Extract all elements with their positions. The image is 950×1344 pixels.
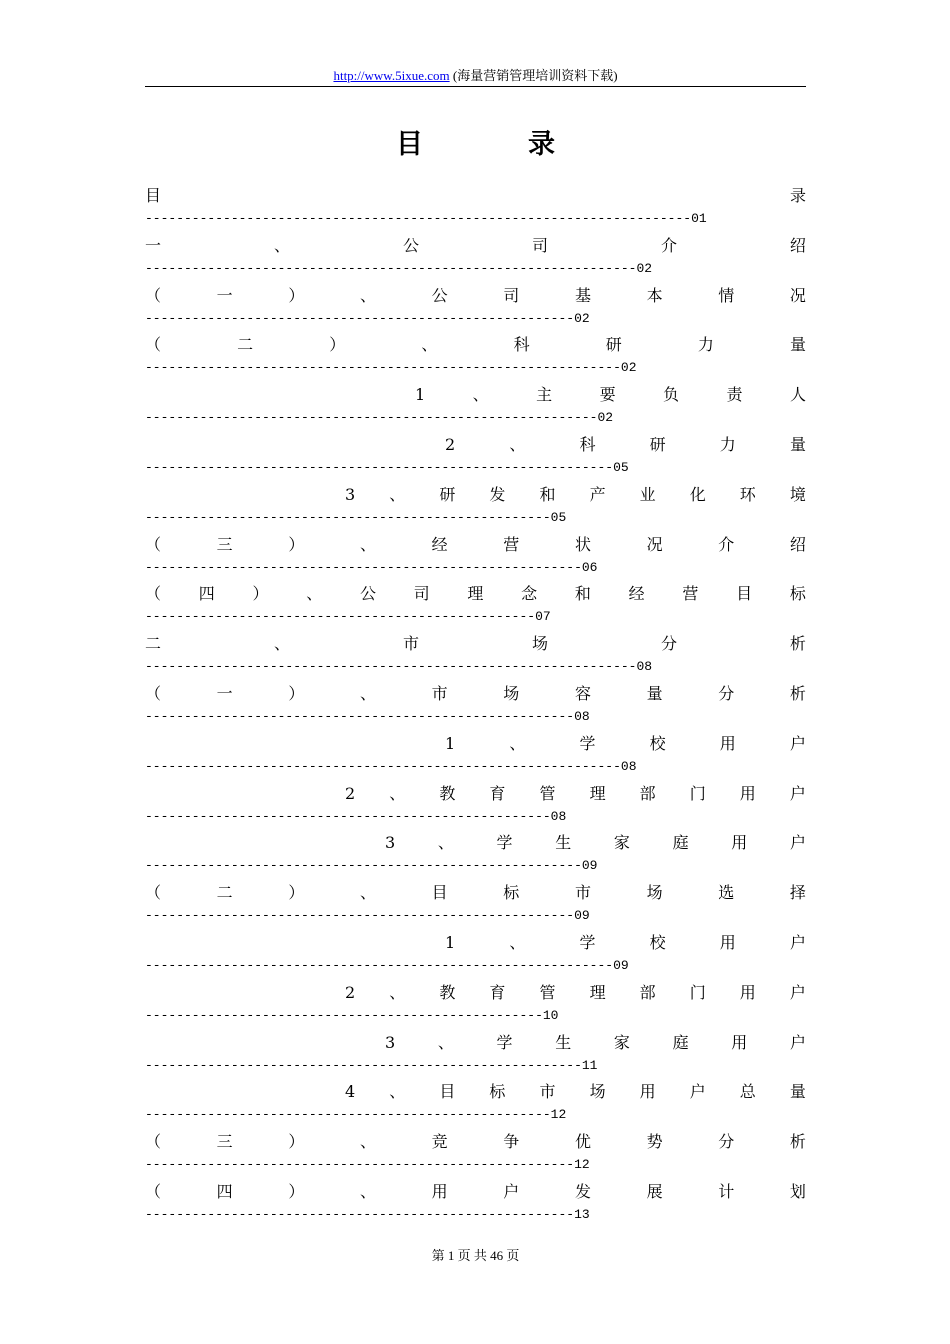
toc-leader-and-page [145,208,806,230]
toc-leader: --------------------------------------------------------------- [145,260,637,276]
toc-entry[interactable] [145,1080,806,1130]
toc-entry[interactable] [145,1180,806,1230]
toc-entry-title: 3 、 研 发 和 产 业 化 环 境 [345,484,806,504]
toc-leader: ------------------------------------------------------------- [145,360,621,376]
table-of-contents [145,184,806,1230]
toc-leader-and-page [145,557,806,579]
toc-leader-and-page [145,1104,806,1126]
toc-leader-and-page [145,806,806,828]
toc-entry[interactable] [145,333,806,383]
toc-leader: -------------------------------------------------- [145,609,536,625]
site-link[interactable]: http://www.5ixue.com [333,68,450,83]
page-footer: 第 1 页 共 46 页 [431,1248,520,1263]
toc-leader-and-page [145,507,806,529]
toc-leader-and-page [145,1204,806,1226]
toc-entry[interactable] [145,483,806,533]
toc-entry[interactable] [145,881,806,931]
toc-page-number: 05 [613,459,629,475]
toc-leader: -------------------------------------------------------- [145,858,582,874]
toc-leader: -------------------------------------------------------- [145,1057,582,1073]
header-note: (海量营销管理培训资料下载) [452,68,618,83]
toc-leader: ---------------------------------------------------- [145,509,551,525]
toc-leader-and-page [145,955,806,977]
toc-leader-and-page [145,656,806,678]
toc-page-number: 01 [691,211,707,226]
toc-leader: ---------------------------------------------------------------------- [145,211,692,226]
toc-entry[interactable] [145,284,806,334]
toc-entry-title: 1 、 主 要 负 责 人 [415,385,806,405]
toc-leader-and-page [145,308,806,330]
toc-page-number: 13 [574,1206,590,1222]
toc-entry-title: （ 一 ） 、 公 司 基 本 情 况 [145,285,806,305]
toc-page-number: 08 [550,808,567,824]
toc-page-number: 05 [550,509,567,525]
toc-entry[interactable] [145,582,806,632]
toc-entry-title: 3 、 学 生 家 庭 用 户 [385,1032,806,1052]
toc-entry[interactable] [145,831,806,881]
toc-leader-and-page [145,1154,806,1176]
toc-entry-title: 一 、 公 司 介 绍 [145,235,806,255]
toc-entry[interactable] [145,433,806,483]
toc-entry[interactable] [145,234,806,284]
toc-page-number: 08 [574,708,590,724]
toc-entry[interactable] [145,782,806,832]
toc-leader-and-page [145,606,806,628]
toc-page-number: 02 [636,260,653,276]
toc-entry[interactable] [145,383,806,433]
toc-page-number: 09 [581,858,598,874]
toc-leader-and-page [145,357,806,379]
toc-entry-title: （ 四 ） 、 公 司 理 念 和 经 营 目 标 [145,584,806,604]
toc-leader-and-page [145,258,806,280]
toc-leader-and-page [145,1005,806,1027]
toc-page-number: 02 [620,360,637,376]
toc-entry[interactable] [145,732,806,782]
toc-leader: ---------------------------------------------------------- [145,410,598,426]
toc-page-number: 12 [550,1107,567,1123]
toc-leader: ------------------------------------------------------------ [145,957,614,973]
toc-entry-title: 1 、 学 校 用 户 [445,733,806,753]
toc-entry[interactable] [145,1130,806,1180]
page-header [145,66,806,86]
toc-page-number: 11 [581,1057,598,1073]
toc-entry[interactable] [145,1031,806,1081]
toc-page-number: 07 [535,609,551,625]
toc-page-number: 08 [620,758,637,774]
toc-entry[interactable] [145,682,806,732]
toc-page-number: 09 [574,908,590,924]
toc-entry-title: （ 三 ） 、 竞 争 优 势 分 析 [145,1132,806,1152]
toc-page-number: 08 [636,659,653,675]
toc-page-number: 10 [542,1007,559,1023]
toc-page-number: 09 [613,957,629,973]
toc-leader: ------------------------------------------------------- [145,310,575,326]
toc-leader: --------------------------------------------------------------- [145,659,637,675]
toc-entry-title: （ 二 ） 、 目 标 市 场 选 择 [145,883,806,903]
toc-entry-title: 2 、 科 研 力 量 [445,434,806,454]
toc-entry[interactable] [145,981,806,1031]
toc-leader: ---------------------------------------------------- [145,1107,551,1123]
toc-leader-and-page [145,407,806,429]
toc-leader-and-page [145,756,806,778]
toc-entry-title: 2 、 教 育 管 理 部 门 用 户 [345,783,806,803]
toc-entry-title: 2 、 教 育 管 理 部 门 用 户 [345,982,806,1002]
header-rule [145,86,806,87]
toc-entry-title: （ 二 ） 、 科 研 力 量 [145,335,806,355]
title-char-2: 录 [528,129,555,160]
toc-leader-and-page [145,855,806,877]
toc-entry-title: 1 、 学 校 用 户 [445,932,806,952]
toc-leader-and-page [145,457,806,479]
toc-leader: -------------------------------------------------------- [145,559,582,575]
toc-leader: --------------------------------------------------- [145,1007,543,1023]
toc-leader: ------------------------------------------------------------- [145,758,621,774]
toc-entry[interactable] [145,184,806,234]
toc-page-number: 06 [581,559,598,575]
toc-entry[interactable] [145,931,806,981]
toc-entry-title: 3 、 学 生 家 庭 用 户 [385,833,806,853]
toc-leader-and-page [145,706,806,728]
toc-entry[interactable] [145,632,806,682]
toc-leader: ------------------------------------------------------------ [145,459,614,475]
toc-leader: ------------------------------------------------------- [145,908,575,924]
toc-leader: ------------------------------------------------------- [145,708,575,724]
toc-entry-title: 4 、 目 标 市 场 用 户 总 量 [345,1082,806,1102]
toc-entry-title: （ 三 ） 、 经 营 状 况 介 绍 [145,534,806,554]
toc-entry-title: （ 四 ） 、 用 户 发 展 计 划 [145,1181,806,1201]
toc-leader: ---------------------------------------------------- [145,808,551,824]
toc-leader-and-page [145,1055,806,1077]
toc-page-number: 02 [597,410,614,426]
toc-page-number: 12 [574,1157,590,1173]
toc-entry-title: 目 录 [145,186,806,205]
page-title [145,122,806,162]
toc-page-number: 02 [574,310,590,326]
toc-leader-and-page [145,905,806,927]
toc-entry-title: 二 、 市 场 分 析 [145,634,806,654]
title-char-1: 目 [396,129,423,160]
toc-entry[interactable] [145,533,806,583]
toc-leader: ------------------------------------------------------- [145,1206,575,1222]
toc-entry-title: （ 一 ） 、 市 场 容 量 分 析 [145,683,806,703]
toc-leader: ------------------------------------------------------- [145,1157,575,1173]
